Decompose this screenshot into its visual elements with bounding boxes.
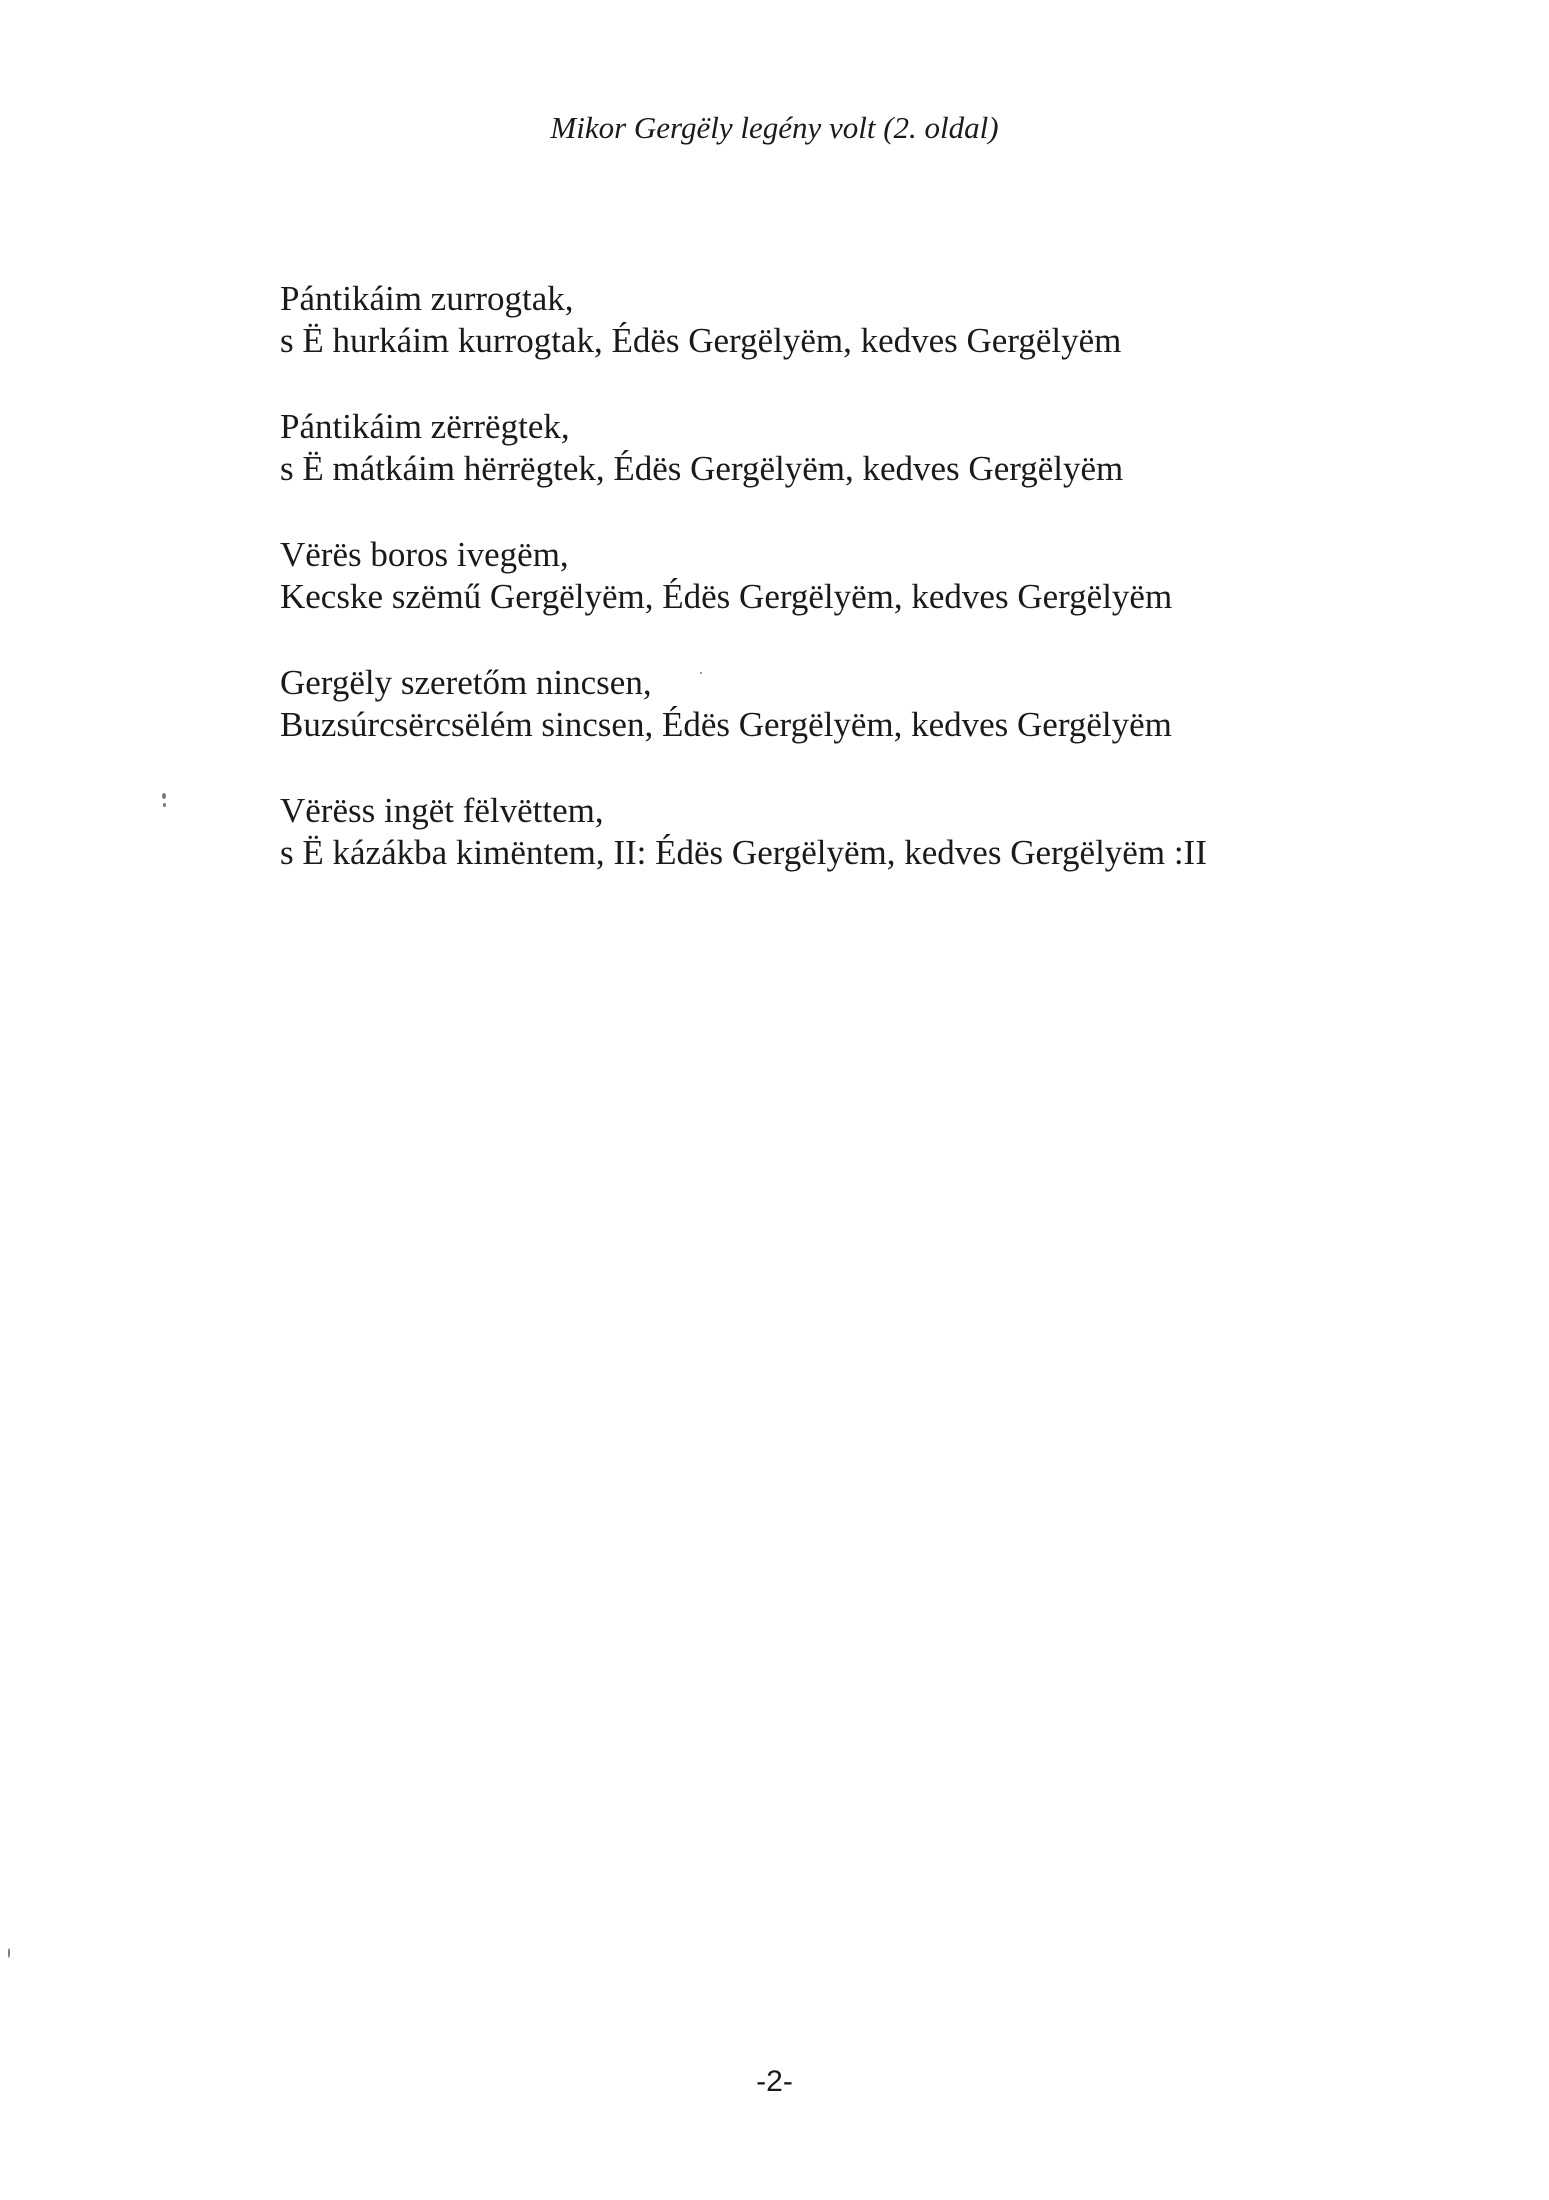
stanza-line: Buzsúrcsërcsëlém sincsen, Édës Gergëlyëm, kedves Gergëlyëm xyxy=(280,705,1172,744)
scan-speck xyxy=(8,1948,10,1958)
stanza-line: s Ë hurkáim kurrogtak, Édës Gergëlyëm, kedves Gergëlyëm xyxy=(280,321,1122,360)
stanza-line: Gergëly szeretőm nincsen, xyxy=(280,663,652,702)
page-header-title: Mikor Gergëly legény volt (2. oldal) xyxy=(550,110,999,145)
stanza-line: Pántikáim zërrëgtek, xyxy=(280,407,570,446)
scan-speck xyxy=(700,672,702,674)
stanza-1 xyxy=(280,278,1480,362)
scan-speck xyxy=(162,793,166,799)
stanza-4 xyxy=(280,662,1480,746)
scan-speck xyxy=(163,803,166,807)
stanza-2 xyxy=(280,406,1480,490)
stanza-line: Vërës boros ivegëm, xyxy=(280,535,569,574)
stanza-5 xyxy=(280,790,1480,874)
lyrics-body xyxy=(280,278,1480,918)
stanza-line: s Ë kázákba kimëntem, II: Édës Gergëlyëm, kedves Gergëlyëm :II xyxy=(280,833,1207,872)
stanza-line: Vërëss ingët fëlvëttem, xyxy=(280,791,604,830)
page-number: -2- xyxy=(756,2065,793,2098)
stanza-line: Pántikáim zurrogtak, xyxy=(280,279,574,318)
stanza-3 xyxy=(280,534,1480,618)
stanza-line: Kecske szëmű Gergëlyëm, Édës Gergëlyëm, kedves Gergëlyëm xyxy=(280,577,1173,616)
stanza-line: s Ë mátkáim hërrëgtek, Édës Gergëlyëm, kedves Gergëlyëm xyxy=(280,449,1124,488)
